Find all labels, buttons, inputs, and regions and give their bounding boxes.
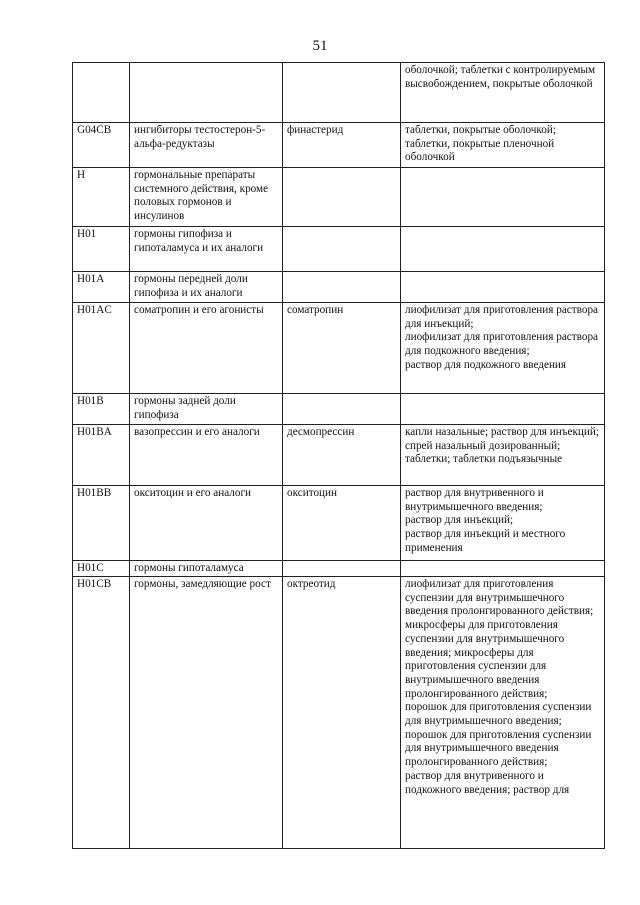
drug-table	[72, 62, 605, 849]
group-name-cell: гормоны задней доли гипофиза	[130, 394, 283, 425]
table-row	[73, 227, 605, 272]
dosage-form-cell	[401, 63, 605, 123]
dosage-form-line: раствор для внутривенного и внутримышечного введения;	[405, 487, 544, 513]
inn-cell	[283, 227, 401, 272]
atc-code-cell	[73, 63, 130, 123]
inn-cell: октреотид	[283, 577, 401, 849]
table-row	[73, 561, 605, 577]
table-row	[73, 63, 605, 123]
inn-cell	[283, 394, 401, 425]
dosage-form-cell	[401, 303, 605, 394]
atc-code-cell: H01C	[73, 561, 130, 577]
inn-cell	[283, 272, 401, 303]
dosage-form-cell	[401, 168, 605, 227]
group-name-cell: соматропин и его агонисты	[130, 303, 283, 394]
group-name-cell	[130, 63, 283, 123]
dosage-form-cell	[401, 227, 605, 272]
dosage-form-cell	[401, 561, 605, 577]
dosage-form-line: таблетки, покрытые пленочной оболочкой	[405, 137, 555, 164]
group-name-cell: гормоны передней доли гипофиза и их аналоги	[130, 272, 283, 303]
dosage-form-cell	[401, 486, 605, 561]
table-row	[73, 394, 605, 425]
dosage-form-line: раствор для инъекций и местного применения	[405, 528, 566, 554]
dosage-form-cell	[401, 272, 605, 303]
inn-cell: финастерид	[283, 123, 401, 168]
dosage-form-line: таблетки, покрытые оболочкой;	[405, 124, 556, 136]
table-row	[73, 486, 605, 561]
table-row	[73, 303, 605, 394]
group-name-cell: гормоны гипофиза и гипоталамуса и их аналоги	[130, 227, 283, 272]
atc-code-cell: H01AC	[73, 303, 130, 394]
dosage-form-line: порошок для приготовления суспензии для внутримышечного введения; порошок для приготовления суспензии для внутримышечного введения пролонгированного действия;	[405, 701, 592, 769]
dosage-form-line: капли назальные; раствор для инъекций; спрей назальный дозированный;	[405, 426, 599, 452]
dosage-form-cell	[401, 394, 605, 425]
dosage-form-line: оболочкой; таблетки с контролируемым высвобождением, покрытые оболочкой	[405, 64, 596, 90]
group-name-cell: вазопрессин и его аналоги	[130, 425, 283, 486]
inn-cell	[283, 63, 401, 123]
dosage-form-line: раствор для инъекций;	[405, 514, 514, 527]
table-row	[73, 425, 605, 486]
atc-code-cell: H01	[73, 227, 130, 272]
table-body	[73, 63, 605, 849]
dosage-form-line: лиофилизат для приготовления раствора для инъекций;	[405, 304, 598, 330]
table-row	[73, 123, 605, 168]
atc-code-cell: H01A	[73, 272, 130, 303]
group-name-cell: гормоны гипоталамуса	[130, 561, 283, 577]
atc-code-cell: H	[73, 168, 130, 227]
dosage-form-line: лиофилизат для приготовления суспензии для внутримышечного введения пролонгированного действия;	[405, 578, 594, 618]
inn-cell	[283, 561, 401, 577]
atc-code-cell: H01BA	[73, 425, 130, 486]
inn-cell: десмопрессин	[283, 425, 401, 486]
atc-code-cell: G04CB	[73, 123, 130, 168]
table-row	[73, 577, 605, 849]
dosage-form-cell	[401, 577, 605, 849]
dosage-form-line: раствор для подкожного введения	[405, 358, 567, 371]
inn-cell	[283, 168, 401, 227]
table-row	[73, 272, 605, 303]
page-number: 51	[312, 38, 328, 54]
atc-code-cell: H01CB	[73, 577, 130, 849]
group-name-cell: гормоны, замедляющие рост	[130, 577, 283, 849]
inn-cell: окситоцин	[283, 486, 401, 561]
group-name-cell: ингибиторы тестостерон-5-альфа-редуктазы	[130, 123, 283, 168]
group-name-cell: окситоцин и его аналоги	[130, 486, 283, 561]
dosage-form-line: раствор для внутривенного и подкожного введения; раствор для	[405, 769, 570, 796]
dosage-form-cell	[401, 123, 605, 168]
group-name-cell: гормональные препараты системного действия, кроме половых гормонов и инсулинов	[130, 168, 283, 227]
table-row	[73, 168, 605, 227]
dosage-form-line: лиофилизат для приготовления раствора для подкожного введения;	[405, 331, 598, 358]
dosage-form-line: таблетки; таблетки подъязычные	[405, 453, 563, 466]
atc-code-cell: H01B	[73, 394, 130, 425]
inn-cell: соматропин	[283, 303, 401, 394]
dosage-form-line: микросферы для приготовления суспензии для внутримышечного введения; микросферы для приготовления суспензии для внутримышечного введения пролонгированного действия;	[405, 619, 565, 700]
dosage-form-cell	[401, 425, 605, 486]
atc-code-cell: H01BB	[73, 486, 130, 561]
